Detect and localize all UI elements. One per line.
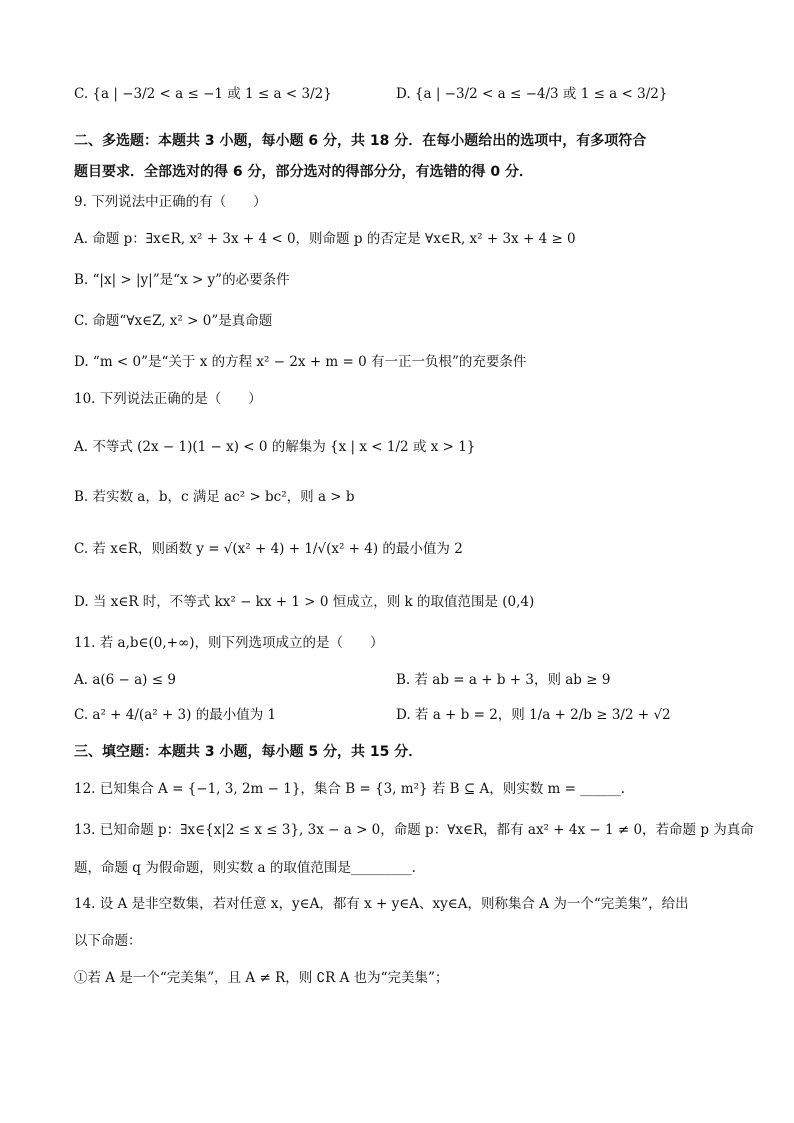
q14-line2: 以下命题： <box>74 933 142 949</box>
q10-stem: 10. 下列说法正确的是（ ） <box>74 391 262 407</box>
q10-option-c: C. 若 x∈R，则函数 y = √(x² + 4) + 1/√(x² + 4) 的最小值为 2 <box>74 541 463 557</box>
q9-option-a: A. 命题 p：∃x∈R, x² + 3x + 4 < 0，则命题 p 的否定是 ∀x∈R, x² + 3x + 4 ≥ 0 <box>74 231 576 247</box>
q9-option-c: C. 命题“∀x∈Z, x² > 0”是真命题 <box>74 313 273 329</box>
q8-option-c: C. {a | −3/2 < a ≤ −1 或 1 ≤ a < 3/2} <box>74 86 332 102</box>
q14-line1: 14. 设 A 是非空数集，若对任意 x，y∈A，都有 x + y∈A、xy∈A，则称集合 A 为一个“完美集”，给出 <box>74 896 689 912</box>
q9-option-d: D. “m < 0”是“关于 x 的方程 x² − 2x + m = 0 有一正一负根”的充要条件 <box>74 354 527 370</box>
q11-option-a: A. a(6 − a) ≤ 9 <box>74 672 176 688</box>
q13-line1: 13. 已知命题 p：∃x∈{x|2 ≤ x ≤ 3}, 3x − a > 0，命题 p：∀x∈R，都有 ax² + 4x − 1 ≠ 0，若命题 p 为真命 <box>74 822 754 838</box>
q11-stem: 11. 若 a,b∈(0,+∞)，则下列选项成立的是（ ） <box>74 635 384 651</box>
q11-option-b: B. 若 ab = a + b + 3，则 ab ≥ 9 <box>396 672 611 688</box>
q12-text: 12. 已知集合 A = {−1, 3, 2m − 1}，集合 B = {3, m²} 若 B ⊆ A，则实数 m = ______. <box>74 781 625 797</box>
q10-option-b: B. 若实数 a，b，c 满足 ac² > bc²，则 a > b <box>74 489 355 505</box>
q8-option-d: D. {a | −3/2 < a ≤ −4/3 或 1 ≤ a < 3/2} <box>396 86 668 102</box>
q9-stem: 9. 下列说法中正确的有（ ） <box>74 194 267 210</box>
q13-line2: 题，命题 q 为假命题，则实数 a 的取值范围是_________. <box>74 860 416 876</box>
section2-title-line2: 题目要求．全部选对的得 6 分，部分选对的得部分分，有选错的得 0 分． <box>74 164 533 180</box>
q14-line3: ①若 A 是一个“完美集”，且 A ≠ R，则 ∁R A 也为“完美集”； <box>74 970 449 986</box>
q10-option-a: A. 不等式 (2x − 1)(1 − x) < 0 的解集为 {x | x < 1/2 或 x > 1} <box>74 439 476 455</box>
section2-title-line1: 二、多选题：本题共 3 小题，每小题 6 分，共 18 分．在每小题给出的选项中，有多项符合 <box>74 133 647 149</box>
q10-option-d: D. 当 x∈R 时，不等式 kx² − kx + 1 > 0 恒成立，则 k 的取值范围是 (0,4) <box>74 594 535 610</box>
q11-option-d: D. 若 a + b = 2，则 1/a + 2/b ≥ 3/2 + √2 <box>396 707 671 723</box>
q9-option-b: B. “|x| > |y|”是“x > y”的必要条件 <box>74 272 290 288</box>
section3-title: 三、填空题：本题共 3 小题，每小题 5 分，共 15 分． <box>74 744 423 760</box>
q11-option-c: C. a² + 4/(a² + 3) 的最小值为 1 <box>74 707 277 723</box>
